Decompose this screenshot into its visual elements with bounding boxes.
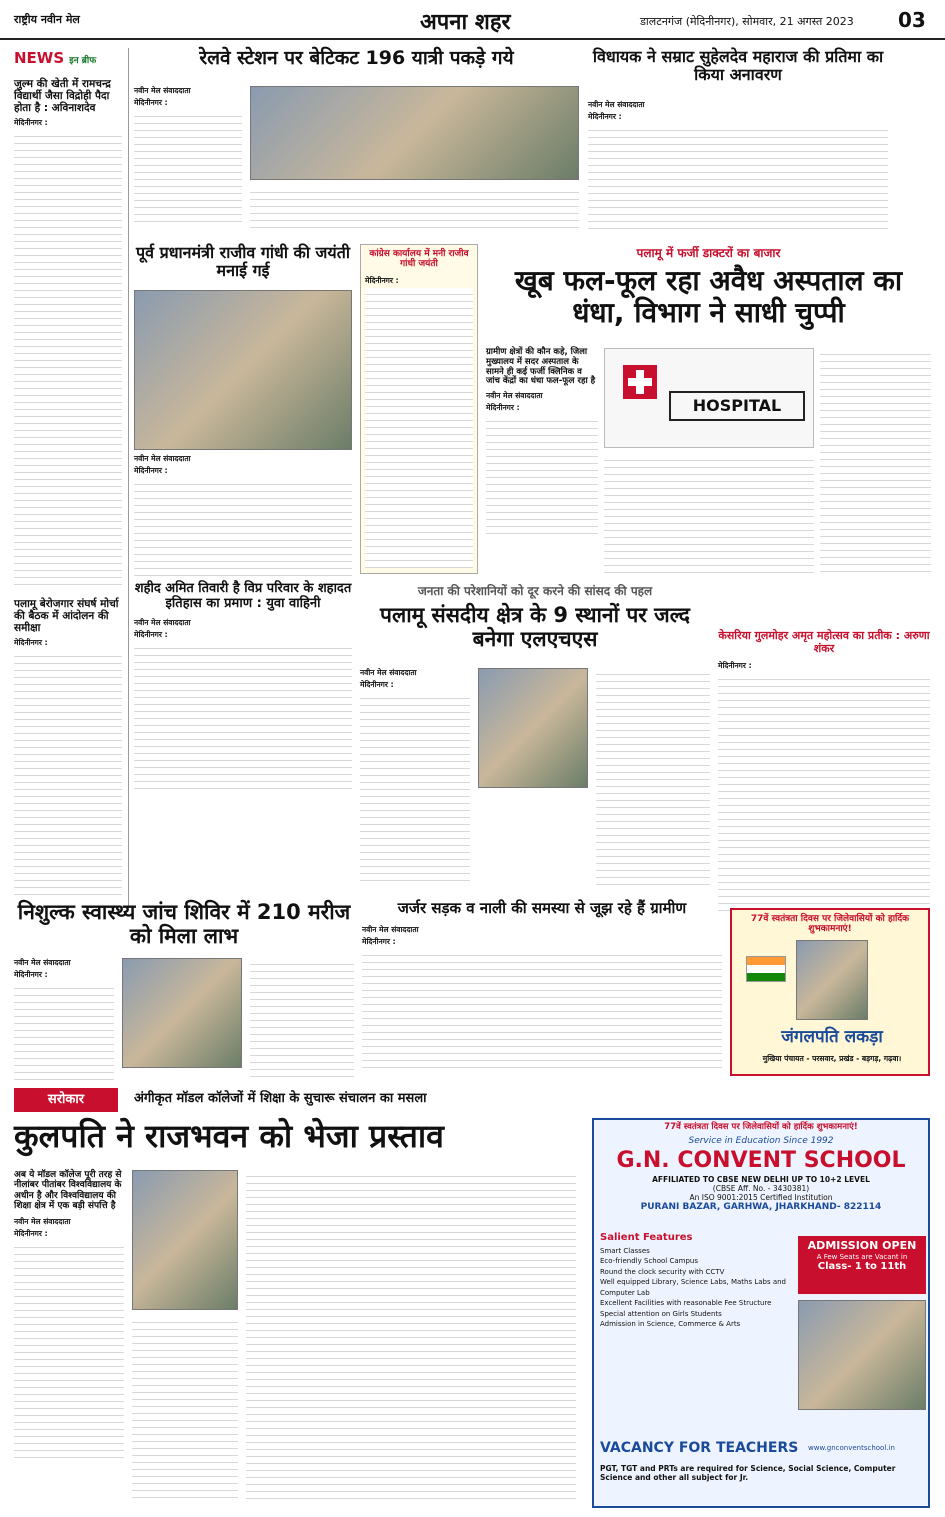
feature-item: Well equipped Library, Science Labs, Maths Labs and Computer Lab <box>600 1278 786 1297</box>
column-divider <box>128 48 129 908</box>
ad-greeting <box>730 908 930 1076</box>
story-kesariya-body <box>718 673 930 913</box>
news-brief-column <box>14 48 122 908</box>
story-congress-body <box>365 288 473 568</box>
story-aiims-kicker: जनता की परेशानियों को दूर करने की सांसद की पहल <box>417 584 653 598</box>
story-hospital <box>486 244 931 574</box>
section-title: अपना शहर <box>420 10 511 35</box>
story-shaheed-place: मेदिनीनगर : <box>134 629 168 639</box>
ad-school-vacancy: VACANCY FOR TEACHERS <box>600 1440 799 1456</box>
story-shaheed <box>134 582 352 832</box>
flag-icon <box>746 956 786 982</box>
story-rajiv <box>134 244 352 574</box>
story-shaheed-headline: शहीद अमित तिवारी है विप्र परिवार के शहादत इतिहास का प्रमाण : युवा वाहिनी <box>134 581 352 611</box>
newspaper-brand: राष्ट्रीय नवीन मेल <box>14 13 80 26</box>
ad-school-features-title: Salient Features <box>600 1232 693 1243</box>
ad-school-photo <box>798 1300 926 1410</box>
ad-school-cbse: (CBSE Aff. No. - 3430381) <box>712 1184 810 1194</box>
admission-title: ADMISSION OPEN <box>807 1239 917 1252</box>
story-road-headline: जर्जर सड़क व नाली की समस्या से जूझ रहे हैं ग्रामीण <box>397 899 687 917</box>
sarokar-label: सरोकार <box>14 1088 118 1112</box>
story-statue-headline: विधायक ने सम्राट सुहेलदेव महाराज की प्रतिमा का किया अनावरण <box>592 47 884 85</box>
story-hospital-headline: खूब फल-फूल रहा अवैध अस्पताल का धंधा, विभाग ने साधी चुप्पी <box>514 264 903 330</box>
story-hospital-byline: नवीन मेल संवाददाता <box>486 391 543 401</box>
story-sarokar-body <box>14 1241 124 1461</box>
story-rail-place: मेदिनीनगर : <box>134 98 168 107</box>
story-statue-body <box>588 124 888 234</box>
story-sarokar-subhead: अब ये मॉडल कॉलेज पूरी तरह से नीलांबर पीतांबर विश्वविद्यालय के अधीन है और विश्वविद्यालय की शिक्षा क्षेत्र में एक बड़ी संपत्ति है <box>14 1170 122 1212</box>
story-congress <box>360 244 478 574</box>
story-road <box>362 900 722 1080</box>
story-health-place: मेदिनीनगर : <box>14 970 48 979</box>
story-rail-byline: नवीन मेल संवाददाता <box>134 86 191 95</box>
story-hospital-body <box>486 415 598 535</box>
story-health-byline: नवीन मेल संवाददाता <box>14 958 71 967</box>
story-hospital-place: मेदिनीनगर : <box>486 403 520 413</box>
ad-greeting-portrait <box>796 940 868 1020</box>
story-health-body-2 <box>250 958 354 1078</box>
admission-box <box>798 1236 926 1294</box>
feature-item: Admission in Science, Commerce & Arts <box>600 1320 741 1328</box>
story-rail-body <box>134 110 242 228</box>
story-sarokar <box>14 1118 584 1508</box>
story-congress-place: मेदिनीनगर : <box>365 275 399 285</box>
story-shaheed-byline: नवीन मेल संवाददाता <box>134 617 191 627</box>
story-sarokar-body-2 <box>132 1316 238 1501</box>
brief-item2-body <box>14 650 122 900</box>
feature-item: Special attention on Girls Students <box>600 1309 722 1318</box>
red-cross-icon <box>623 365 657 399</box>
feature-item: Excellent Facilities with reasonable Fee Structure <box>600 1299 772 1307</box>
story-sarokar-photo <box>132 1170 238 1310</box>
admission-seats: A Few Seats are Vacant in <box>816 1252 908 1261</box>
story-aiims-photo <box>478 668 588 788</box>
story-statue <box>588 48 888 238</box>
story-kesariya-headline: केसरिया गुलमोहर अमृत महोत्सव का प्रतीक : अरुणा शंकर <box>718 629 930 655</box>
story-sarokar-byline: नवीन मेल संवाददाता <box>14 1217 71 1227</box>
story-sarokar-headline: कुलपति ने राजभवन को भेजा प्रस्ताव <box>14 1117 444 1155</box>
ad-school-top-line: 77वें स्वतंत्रता दिवस पर जिलेवासियों को हार्दिक शुभकामनाएं! <box>664 1122 858 1132</box>
story-rajiv-photo <box>134 290 352 450</box>
story-road-body <box>362 949 722 1069</box>
page-number: 03 <box>898 8 926 32</box>
ad-school-address: PURANI BAZAR, GARHWA, JHARKHAND- 822114 <box>640 1202 882 1213</box>
story-health-headline: निशुल्क स्वास्थ्य जांच शिविर में 210 मरीज को मिला लाभ <box>17 900 351 949</box>
story-aiims-place: मेदिनीनगर : <box>360 680 394 689</box>
ad-greeting-title: 77वें स्वतंत्रता दिवस पर जिलेवासियों को हार्दिक शुभकामनाएं! <box>750 914 910 935</box>
ad-school-tagline: Service in Education Since 1992 <box>688 1135 834 1146</box>
story-statue-place: मेदिनीनगर : <box>588 112 622 121</box>
ad-greeting-name: जंगलपति लकड़ा <box>781 1027 883 1047</box>
sarokar-bar <box>14 1086 929 1114</box>
ad-school-affiliation: AFFILIATED TO CBSE NEW DELHI UP TO 10+2 LEVEL <box>652 1175 870 1185</box>
brief-item2-place: मेदिनीनगर : <box>14 638 48 648</box>
story-health-photo <box>122 958 242 1068</box>
ad-greeting-designation: मुखिया पंचायत - परसवार, प्रखंड - बड़गड़, गढ़वा। <box>762 1054 902 1063</box>
story-congress-headline: कांग्रेस कार्यालय में मनी राजीव गांधी जयंती <box>369 249 469 270</box>
hospital-sign-text: HOSPITAL <box>669 391 805 421</box>
hospital-sign-graphic <box>604 348 814 448</box>
brief-item1-body <box>14 130 122 590</box>
story-rail-photo <box>250 86 579 180</box>
story-health-body <box>14 982 114 1082</box>
story-sarokar-place: मेदिनीनगर : <box>14 1229 48 1239</box>
story-shaheed-body <box>134 642 352 792</box>
brief-label: इन ब्रीफ <box>69 56 97 66</box>
dateline: डालटनगंज (मेदिनीनगर), सोमवार, 21 अगस्त 2023 <box>640 15 854 28</box>
story-rail-body-2 <box>250 186 579 234</box>
story-kesariya-place: मेदिनीनगर : <box>718 661 752 671</box>
ad-school <box>592 1118 930 1508</box>
story-statue-byline: नवीन मेल संवाददाता <box>588 100 645 109</box>
admission-classes: Class- 1 to 11th <box>817 1260 907 1272</box>
brief-item2-title: पलामू बेरोजगार संघर्ष मोर्चा की बैठक में आंदोलन की समीक्षा <box>14 598 119 635</box>
story-aiims-body-2 <box>596 668 710 888</box>
story-rail-headline: रेलवे स्टेशन पर बेटिकट 196 यात्री पकड़े गये <box>199 47 514 69</box>
ad-school-name: G.N. CONVENT SCHOOL <box>616 1147 906 1173</box>
story-road-place: मेदिनीनगर : <box>362 937 396 947</box>
page-header <box>0 0 945 40</box>
story-aiims-byline: नवीन मेल संवाददाता <box>360 668 417 677</box>
brief-item1-place: मेदिनीनगर : <box>14 118 48 128</box>
story-hospital-subhead: ग्रामीण क्षेत्रों की कौन कहे, जिला मुख्यालय में सदर अस्पताल के सामने ही कई फर्जी क्लिनिक व जांच केंद्रों का धंधा फल-फूल रहा है <box>486 347 596 387</box>
brief-item1-title: जुल्म की खेती में रामचन्द्र विद्यार्थी जैसा विद्रोही पैदा होता है : अविनाशदेव <box>14 78 111 115</box>
feature-list <box>600 1246 790 1330</box>
ad-school-features <box>600 1232 790 1330</box>
story-aiims <box>360 582 710 892</box>
story-rajiv-byline: नवीन मेल संवाददाता <box>134 454 191 463</box>
story-health <box>14 900 354 1080</box>
story-rajiv-body <box>134 478 352 578</box>
feature-item: Eco-friendly School Campus <box>600 1257 698 1265</box>
feature-item: Smart Classes <box>600 1246 650 1255</box>
story-rajiv-place: मेदिनीनगर : <box>134 466 168 475</box>
story-rail-text <box>134 86 242 228</box>
story-rajiv-headline: पूर्व प्रधानमंत्री राजीव गांधी की जयंती मनाई गई <box>136 243 350 281</box>
ad-school-iso: An ISO 9001:2015 Certified Institution <box>689 1193 833 1203</box>
story-hospital-body-3 <box>604 454 814 574</box>
story-sarokar-body-3 <box>246 1170 576 1500</box>
story-hospital-body-2 <box>820 348 931 574</box>
story-aiims-body <box>360 692 470 882</box>
ad-school-website: www.gnconventschool.in <box>808 1444 895 1452</box>
ad-school-vacancy-note: PGT, TGT and PRTs are required for Science, Social Science, Computer Science and other all subject for Jr. <box>600 1464 896 1482</box>
sarokar-kicker: अंगीकृत मॉडल कॉलेजों में शिक्षा के सुचारू संचालन का मसला <box>134 1091 427 1106</box>
story-rail <box>134 48 579 236</box>
news-label: NEWS <box>14 49 65 67</box>
story-hospital-kicker: पलामू में फर्जी डाक्टरों का बाजार <box>636 246 781 260</box>
story-aiims-headline: पलामू संसदीय क्षेत्र के 9 स्थानों पर जल्द बनेगा एलएचएस <box>380 603 690 652</box>
feature-item: Round the clock security with CCTV <box>600 1267 725 1276</box>
story-kesariya <box>718 630 930 930</box>
news-brief-label <box>14 48 122 74</box>
story-road-byline: नवीन मेल संवाददाता <box>362 925 419 935</box>
